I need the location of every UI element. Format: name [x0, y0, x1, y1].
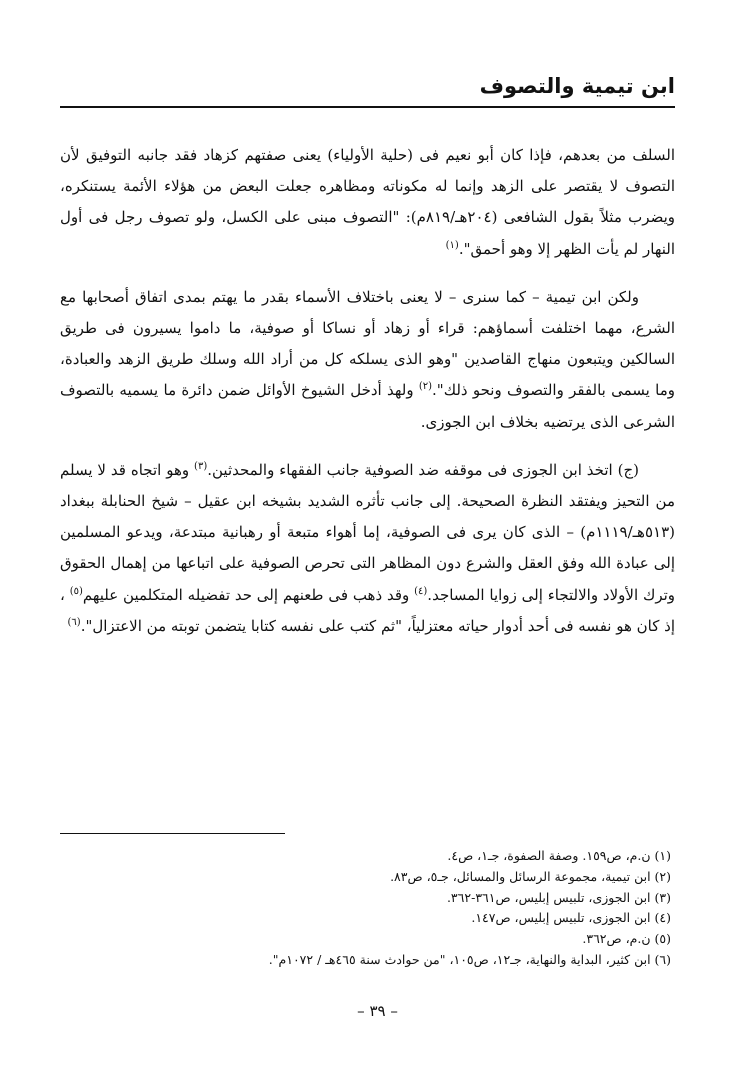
- page-number: – ٣٩ –: [357, 1002, 398, 1020]
- paragraph-3-text-a: (ج) اتخذ ابن الجوزى فى موقفه ضد الصوفية جانب الفقهاء والمحدثين.: [207, 460, 639, 479]
- footnotes: [60, 846, 675, 971]
- paragraph-3-text-c: وقد ذهب فى طعنهم إلى حد تفضيله المتكلمين عليهم: [82, 585, 415, 604]
- running-header: [60, 72, 675, 112]
- footnote-1: (١) ن.م، ص١٥٩. وصفة الصفوة، جـ١، ص٤.: [447, 848, 671, 863]
- footnote-3: (٣) ابن الجوزى، تلبيس إبليس، ص٣٦١-٣٦٢.: [446, 889, 671, 905]
- footnote-ref-2: (٢): [418, 381, 433, 393]
- paragraph-2: [60, 282, 675, 438]
- paragraph-1: [60, 140, 675, 265]
- header-rule: [60, 106, 675, 108]
- paragraph-3-text-b: وهو اتجاه قد لا يسلم من التحيز ويفتقد النظرة الصحيحة. إلى جانب تأثره الشديد بشيخه ابن عقيل – شيخ الحنابلة ببغداد (٥١٣هـ/١١١٩م) – الذى كان يرى فى الصوفية، إما أهواء متبعة أو رهبانية مبتدعة، ويدعو المسلمين إلى عبادة الله وفق العقل والشرع دون المظاهر التى تحرص الصوفية على اتباعها من إهمال الحقوق وترك الأولاد والالتجاء إلى زوايا المساجد.: [60, 460, 676, 604]
- footnote-ref-4: (٤): [414, 585, 428, 597]
- paragraph-2-text-b: ولهذ أدخل الشيوخ الأوائل ضمن دائرة ما يسميه بالتصوف الشرعى الذى يرتضيه بخلاف ابن الجوزى.: [60, 381, 675, 431]
- footnote-ref-1: (١): [445, 239, 459, 251]
- footnote-6: (٦) ابن كثير، البداية والنهاية، جـ١٢، ص١٠٥، "من حوادث سنة ٤٦٥هـ / ١٠٧٢م".: [268, 951, 671, 967]
- footnote-ref-3: (٣): [194, 460, 208, 472]
- paragraph-3: [60, 455, 675, 642]
- footnote-5: (٥) ن.م، ص٣٦٢.: [582, 931, 671, 947]
- footnote-ref-6: (٦): [67, 616, 81, 628]
- running-header-title: ابن تيمية والتصوف: [479, 74, 675, 98]
- footnote-4: (٤) ابن الجوزى، تلبيس إبليس، ص١٤٧.: [471, 910, 671, 926]
- paragraph-2-text-a: ولكن ابن تيمية – كما سنرى – لا يعنى باختلاف الأسماء بقدر ما يهتم بمدى اتفاق أصحابها مع الشرع، مهما اختلفت أسماؤهم: قراء أو زهاد أو نساكا أو صوفية، ما داموا يسيرون فى طريق السالكين ويتبعون منهاج القاصدين "وهو الذى يسلكه كل من أراد الله وسلك طريق الزهد والعبادة، وما يسمى بالفقر والتصوف ونحو ذلك".: [60, 287, 675, 400]
- footnote-separator: [60, 833, 285, 834]
- footnote-2: (٢) ابن تيمية، مجموعة الرسائل والمسائل، جـ٥، ص٨٣.: [390, 868, 671, 884]
- footnote-ref-5: (٥): [69, 585, 83, 597]
- paragraph-1-text: السلف من بعدهم، فإذا كان أبو نعيم فى (حلية الأولياء) يعنى صفتهم كزهاد فقد جانبه التوفيق لأن التصوف لا يقتصر على الزهد وإنما له مكوناته ومظاهره جعلت البعض من هؤلاء الأئمة يستنكره، ويضرب مثلاً بقول الشافعى (٢٠٤هـ/٨١٩م): "التصوف مبنى على الكسل، ولو تصوف رجل فى أول النهار لم يأت الظهر إلا وهو أحمق".: [60, 146, 675, 258]
- paragraph-3-text-d: ، إذ كان هو نفسه فى أحد أدوار حياته معتزلياً، "ثم كتب على نفسه كتابا يتضمن توبته من الاعتزال".: [60, 585, 675, 635]
- body-text: [60, 140, 675, 642]
